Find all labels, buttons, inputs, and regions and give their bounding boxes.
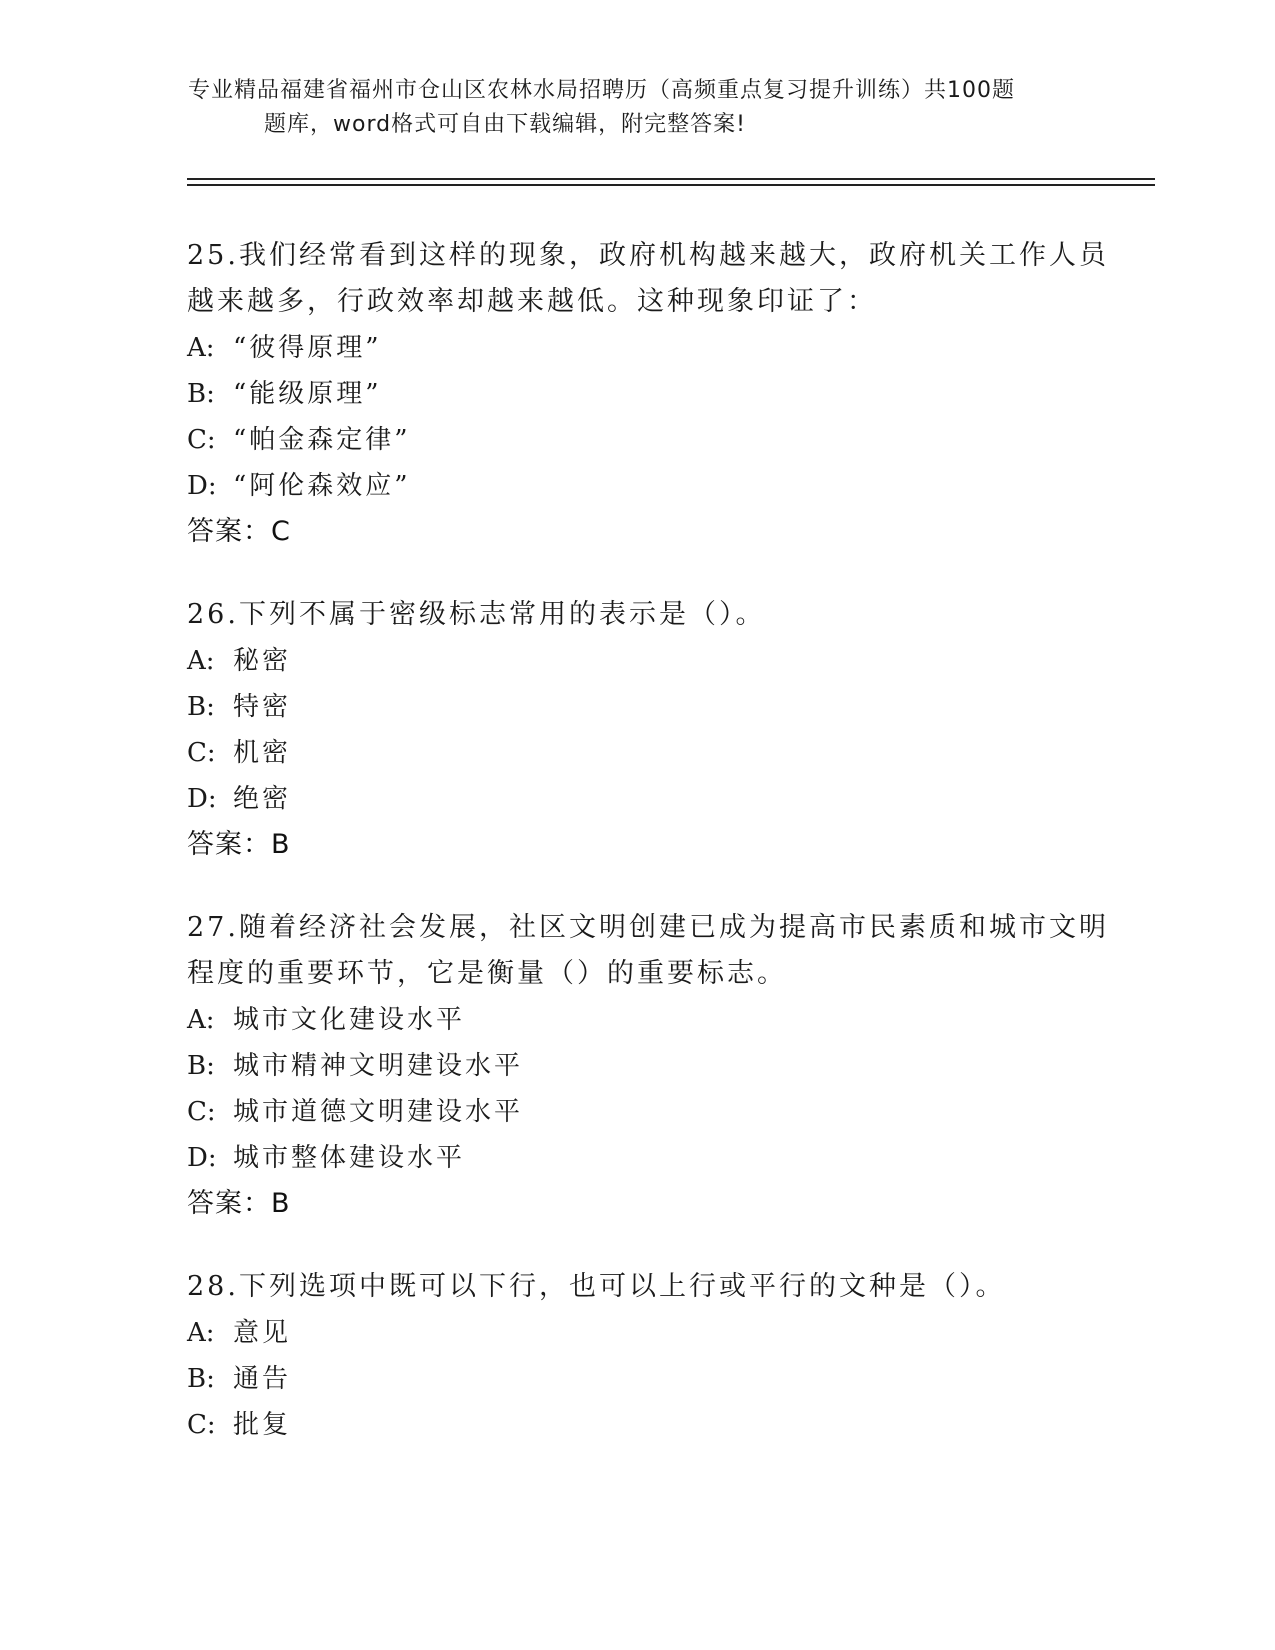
option-letter: D: <box>187 784 217 814</box>
option-letter: D: <box>187 1143 217 1173</box>
option-letter: C: <box>187 1410 216 1440</box>
option-letter: C: <box>187 738 216 768</box>
option-text: 秘密 <box>233 646 292 676</box>
option-text: 批复 <box>233 1410 292 1440</box>
answer-key: 答案：B <box>187 829 291 860</box>
question-item <box>187 1264 1087 1448</box>
answer-option <box>187 1135 1087 1181</box>
option-text: 城市文化建设水平 <box>233 1005 466 1035</box>
answer-option <box>187 463 1087 509</box>
option-text: 特密 <box>233 692 292 722</box>
option-letter: A: <box>187 1318 215 1348</box>
header-divider-top <box>187 178 1155 180</box>
option-letter: B: <box>187 1364 215 1394</box>
option-text: “彼得原理” <box>233 333 382 363</box>
option-letter: A: <box>187 646 215 676</box>
option-text: “能级原理” <box>233 379 382 409</box>
option-text: 机密 <box>233 738 292 768</box>
option-text: 绝密 <box>233 784 292 814</box>
answer-option <box>187 776 1087 822</box>
question-text: 25.我们经常看到这样的现象，政府机构越来越大，政府机关工作人员 <box>187 240 1109 271</box>
answer-option <box>187 997 1087 1043</box>
option-text: 城市精神文明建设水平 <box>233 1051 524 1081</box>
option-text: 通告 <box>233 1364 292 1394</box>
option-text: 意见 <box>233 1318 292 1348</box>
answer-option <box>187 417 1087 463</box>
answer-option <box>187 1089 1087 1135</box>
question-text: 程度的重要环节，它是衡量（）的重要标志。 <box>187 958 787 989</box>
question-text: 26.下列不属于密级标志常用的表示是（）。 <box>187 599 766 630</box>
answer-option <box>187 730 1087 776</box>
answer-option <box>187 371 1087 417</box>
option-text: “阿伦森效应” <box>233 471 411 501</box>
document-header <box>188 74 1088 142</box>
question-item <box>187 592 1087 868</box>
option-letter: B: <box>187 692 215 722</box>
answer-option <box>187 1043 1087 1089</box>
option-text: “帕金森定律” <box>233 425 411 455</box>
header-title-line2: 题库，word格式可自由下载编辑，附完整答案! <box>264 112 746 137</box>
option-letter: C: <box>187 425 216 455</box>
question-text: 越来越多，行政效率却越来越低。这种现象印证了： <box>187 286 877 317</box>
option-letter: A: <box>187 1005 215 1035</box>
answer-option <box>187 325 1087 371</box>
answer-key: 答案：B <box>187 1188 291 1219</box>
option-text: 城市道德文明建设水平 <box>233 1097 524 1127</box>
option-text: 城市整体建设水平 <box>233 1143 466 1173</box>
answer-option <box>187 1402 1087 1448</box>
answer-option <box>187 638 1087 684</box>
header-title-line1: 专业精品福建省福州市仓山区农林水局招聘历（高频重点复习提升训练）共100题 <box>188 78 1015 103</box>
option-letter: B: <box>187 379 215 409</box>
answer-key: 答案：C <box>187 516 291 547</box>
option-letter: B: <box>187 1051 215 1081</box>
question-item <box>187 233 1109 555</box>
answer-option <box>187 1310 1087 1356</box>
question-list <box>187 233 1109 1485</box>
option-letter: D: <box>187 471 217 501</box>
answer-option <box>187 1356 1087 1402</box>
header-divider-bottom <box>187 184 1155 186</box>
option-letter: A: <box>187 333 215 363</box>
question-item <box>187 905 1109 1227</box>
question-text: 28.下列选项中既可以下行，也可以上行或平行的文种是（）。 <box>187 1271 1006 1302</box>
question-text: 27.随着经济社会发展，社区文明创建已成为提高市民素质和城市文明 <box>187 912 1109 943</box>
answer-option <box>187 684 1087 730</box>
option-letter: C: <box>187 1097 216 1127</box>
